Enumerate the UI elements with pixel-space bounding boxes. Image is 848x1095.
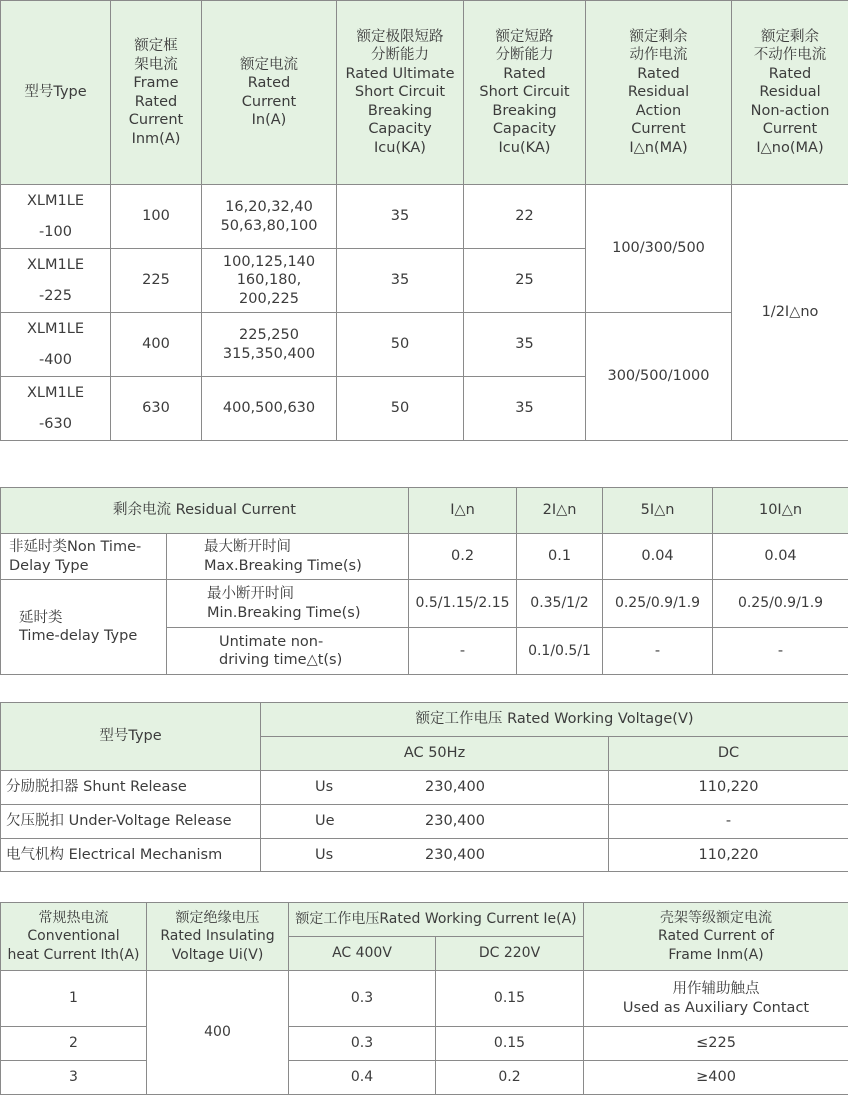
dc-voltage: 110,220	[609, 839, 848, 872]
table-row	[1, 1061, 848, 1095]
ac-current-cell: 0.3	[289, 971, 436, 1027]
header-type: 型号Type	[1, 1, 111, 185]
ac-voltage: 230,400	[375, 812, 535, 831]
table-row	[1, 534, 848, 580]
thermal-current-header: 常规热电流 Conventional heat Current Ith(A)	[1, 903, 147, 971]
max-breaking-time-label: 最大断开时间 Max.Breaking Time(s)	[167, 534, 409, 580]
model-cell: XLM1LE -225	[1, 249, 111, 313]
table-row	[1, 971, 848, 1027]
accessory-name: 欠压脱扣 Under-Voltage Release	[1, 805, 261, 839]
rated-current-cell: 400,500,630	[202, 377, 337, 441]
insulating-voltage-cell: 400	[147, 971, 289, 1095]
frame-current-cell: 100	[111, 185, 202, 249]
min-breaking-time-label: 最小断开时间 Min.Breaking Time(s)	[167, 580, 409, 628]
ultimate-breaking-cell: 35	[337, 249, 464, 313]
model-cell: XLM1LE -400	[1, 313, 111, 377]
header-1x: I△n	[409, 488, 517, 534]
frame-current-cell: 用作辅助触点 Used as Auxiliary Contact	[584, 971, 848, 1027]
table-row	[1, 1027, 848, 1061]
table-row	[1, 839, 848, 872]
header-frame-current: 额定框 架电流 Frame Rated Current Inm(A)	[111, 1, 202, 185]
dc-current-cell: 0.15	[436, 971, 584, 1027]
dc-voltage: 110,220	[609, 771, 848, 805]
non-delay-type-label: 非延时类Non Time- Delay Type	[1, 534, 167, 580]
frame-rated-current-header: 壳架等级额定电流 Rated Current of Frame Inm(A)	[584, 903, 848, 971]
frame-current-cell: ≤225	[584, 1027, 848, 1061]
value-cell: -	[409, 628, 517, 675]
table-row	[1, 771, 848, 805]
short-circuit-cell: 35	[464, 377, 586, 441]
thermal-current-cell: 3	[1, 1061, 147, 1095]
header-short-circuit-breaking: 额定短路 分断能力 Rated Short Circuit Breaking Capacity Icu(KA)	[464, 1, 586, 185]
table-row	[1, 805, 848, 839]
frame-current-cell: ≥400	[584, 1061, 848, 1095]
header-5x: 5I△n	[603, 488, 713, 534]
ac-voltage: 230,400	[375, 846, 535, 865]
header-rated-current: 额定电流 Rated Current In(A)	[202, 1, 337, 185]
insulating-voltage-header: 额定绝缘电压 Rated Insulating Voltage Ui(V)	[147, 903, 289, 971]
table-row	[1, 185, 848, 249]
dc-220v-header: DC 220V	[436, 937, 584, 971]
value-cell: 0.25/0.9/1.9	[713, 580, 848, 628]
auxiliary-contact-table	[0, 902, 848, 1095]
ac-voltage: 230,400	[375, 778, 535, 797]
header-ultimate-breaking: 额定极限短路 分断能力 Rated Ultimate Short Circuit Breaking Capacity Icu(KA)	[337, 1, 464, 185]
value-cell: 0.25/0.9/1.9	[603, 580, 713, 628]
ultimate-breaking-cell: 35	[337, 185, 464, 249]
accessory-name: 分励脱扣器 Shunt Release	[1, 771, 261, 805]
value-cell: 0.1	[517, 534, 603, 580]
ultimate-breaking-cell: 50	[337, 313, 464, 377]
dc-voltage: -	[609, 805, 848, 839]
ac-current-cell: 0.4	[289, 1061, 436, 1095]
rated-current-cell: 100,125,140 160,180, 200,225	[202, 249, 337, 313]
ac-current-cell: 0.3	[289, 1027, 436, 1061]
header-2x: 2I△n	[517, 488, 603, 534]
value-cell: 0.04	[713, 534, 848, 580]
header-residual-non-action: 额定剩余 不动作电流 Rated Residual Non-action Current I△no(MA)	[732, 1, 848, 185]
frame-current-cell: 225	[111, 249, 202, 313]
value-cell: -	[603, 628, 713, 675]
value-cell: 0.5/1.15/2.15	[409, 580, 517, 628]
delay-type-label: 延时类 Time-delay Type	[1, 580, 167, 675]
non-driving-time-label: Untimate non- driving time△t(s)	[167, 628, 409, 675]
dc-current-cell: 0.2	[436, 1061, 584, 1095]
value-cell: 0.2	[409, 534, 517, 580]
table-row	[1, 580, 848, 628]
dc-current-cell: 0.15	[436, 1027, 584, 1061]
value-cell: 0.1/0.5/1	[517, 628, 603, 675]
accessory-voltage-table	[0, 702, 848, 872]
residual-non-action-cell: 1/2I△no	[732, 185, 848, 441]
thermal-current-cell: 1	[1, 971, 147, 1027]
working-current-header: 额定工作电压Rated Working Current Ie(A)	[289, 903, 584, 937]
model-cell: XLM1LE -630	[1, 377, 111, 441]
residual-action-cell: 100/300/500	[586, 185, 732, 313]
header-residual-action: 额定剩余 动作电流 Rated Residual Action Current I△n(MA)	[586, 1, 732, 185]
model-cell: XLM1LE -100	[1, 185, 111, 249]
rated-current-cell: 225,250 315,350,400	[202, 313, 337, 377]
breaking-time-table	[0, 487, 848, 675]
short-circuit-cell: 25	[464, 249, 586, 313]
type-header: 型号Type	[1, 703, 261, 771]
voltage-symbol: Ue	[315, 812, 375, 831]
rated-current-cell: 16,20,32,40 50,63,80,100	[202, 185, 337, 249]
rated-parameters-table	[0, 0, 848, 441]
header-10x: 10I△n	[713, 488, 848, 534]
ac-400v-header: AC 400V	[289, 937, 436, 971]
frame-current-cell: 400	[111, 313, 202, 377]
ultimate-breaking-cell: 50	[337, 377, 464, 441]
value-cell: 0.04	[603, 534, 713, 580]
value-cell: -	[713, 628, 848, 675]
value-cell: 0.35/1/2	[517, 580, 603, 628]
rated-working-voltage-header: 额定工作电压 Rated Working Voltage(V)	[261, 703, 848, 737]
residual-action-cell: 300/500/1000	[586, 313, 732, 441]
voltage-symbol: Us	[315, 778, 375, 797]
short-circuit-cell: 35	[464, 313, 586, 377]
short-circuit-cell: 22	[464, 185, 586, 249]
dc-header: DC	[609, 737, 848, 771]
accessory-name: 电气机构 Electrical Mechanism	[1, 839, 261, 872]
ac-header: AC 50Hz	[261, 737, 609, 771]
table-row	[1, 313, 848, 377]
frame-current-cell: 630	[111, 377, 202, 441]
thermal-current-cell: 2	[1, 1027, 147, 1061]
voltage-symbol: Us	[315, 846, 375, 865]
residual-current-header: 剩余电流 Residual Current	[1, 488, 409, 534]
